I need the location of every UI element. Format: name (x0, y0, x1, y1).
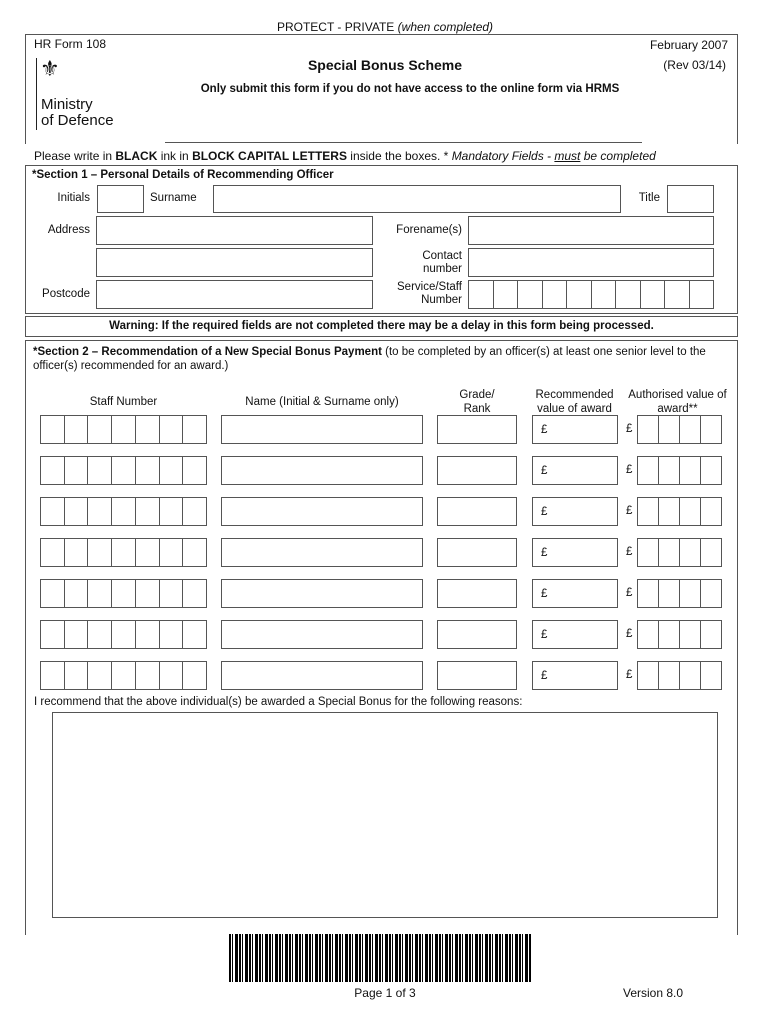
col-grade: Grade/ Rank (459, 389, 495, 415)
grade-field[interactable] (437, 456, 517, 485)
postcode-field[interactable] (96, 280, 373, 309)
version: Version 8.0 (623, 986, 684, 1000)
name-field[interactable] (221, 579, 423, 608)
currency-symbol: £ (626, 423, 633, 435)
name-field[interactable] (221, 456, 423, 485)
col-recommended: Recommended value of award (535, 389, 614, 415)
name-field[interactable] (221, 661, 423, 690)
currency-symbol: £ (541, 506, 548, 518)
authorised-value-field[interactable] (637, 497, 722, 526)
recommended-value-field[interactable] (532, 620, 618, 649)
currency-symbol: £ (626, 628, 633, 640)
address-field-2[interactable] (96, 248, 373, 277)
title-field[interactable] (667, 185, 714, 213)
authorised-value-field[interactable] (637, 415, 722, 444)
address-field-1[interactable] (96, 216, 373, 245)
warning-banner: Warning: If the required fields are not completed there may be a delay in this form being processed. (25, 316, 738, 337)
forenames-label: Forename(s) (396, 224, 462, 236)
initials-label: Initials (57, 192, 90, 204)
recommended-value-field[interactable] (532, 415, 618, 444)
staff-number-field[interactable] (40, 497, 207, 526)
forenames-field[interactable] (468, 216, 714, 245)
form-date: February 2007 (649, 38, 728, 52)
authorised-value-field[interactable] (637, 538, 722, 567)
authorised-value-field[interactable] (637, 579, 722, 608)
currency-symbol: £ (541, 424, 548, 436)
authorised-value-field[interactable] (637, 456, 722, 485)
contact-label: Contact number (422, 250, 462, 275)
barcode (229, 934, 532, 982)
authorised-value-field[interactable] (637, 661, 722, 690)
name-field[interactable] (221, 415, 423, 444)
form-subtitle: Only submit this form if you do not have access to the online form via HRMS (200, 83, 620, 95)
grade-field[interactable] (437, 661, 517, 690)
surname-label: Surname (150, 192, 197, 204)
staff-number-field[interactable] (40, 661, 207, 690)
name-field[interactable] (221, 620, 423, 649)
staff-number-field[interactable] (40, 579, 207, 608)
section1-title: *Section 1 – Personal Details of Recommending Officer (32, 169, 334, 181)
protect-marking: PROTECT - PRIVATE (when completed) (276, 20, 494, 34)
authorised-value-field[interactable] (637, 620, 722, 649)
currency-symbol: £ (541, 547, 548, 559)
currency-symbol: £ (626, 546, 633, 558)
reasons-label: I recommend that the above individual(s) be awarded a Special Bonus for the following reasons: (34, 696, 523, 708)
recommended-value-field[interactable] (532, 661, 618, 690)
grade-field[interactable] (437, 415, 517, 444)
grade-field[interactable] (437, 538, 517, 567)
crest-icon: ⚜ (40, 56, 60, 81)
surname-field[interactable] (213, 185, 621, 213)
staff-number-field[interactable] (40, 456, 207, 485)
staff-number-field[interactable] (40, 620, 207, 649)
title-label: Title (638, 192, 660, 204)
currency-symbol: £ (541, 465, 548, 477)
col-name: Name (Initial & Surname only) (245, 396, 399, 408)
recommended-value-field[interactable] (532, 497, 618, 526)
currency-symbol: £ (626, 505, 633, 517)
staff-number-field[interactable] (40, 538, 207, 567)
recommended-value-field[interactable] (532, 456, 618, 485)
instructions: Please write in BLACK ink in BLOCK CAPITAL LETTERS inside the boxes. * Mandatory Fields - must be completed (34, 149, 656, 163)
reasons-field[interactable] (52, 712, 718, 918)
divider (165, 142, 642, 143)
recommended-value-field[interactable] (532, 579, 618, 608)
currency-symbol: £ (626, 587, 633, 599)
col-staff-number: Staff Number (89, 396, 158, 408)
col-authorised: Authorised value of award** (628, 389, 727, 415)
form-revision: (Rev 03/14) (663, 58, 726, 72)
currency-symbol: £ (541, 588, 548, 600)
grade-field[interactable] (437, 497, 517, 526)
name-field[interactable] (221, 497, 423, 526)
staff-number-field[interactable] (40, 415, 207, 444)
currency-symbol: £ (541, 629, 548, 641)
form-id: HR Form 108 (34, 37, 107, 51)
name-field[interactable] (221, 538, 423, 567)
currency-symbol: £ (541, 670, 548, 682)
grade-field[interactable] (437, 620, 517, 649)
address-label: Address (47, 224, 90, 236)
section2-title: *Section 2 – Recommendation of a New Special Bonus Payment (to be completed by an officer(s) at least one senior level to the officer(s) recommended for an award.) (33, 346, 706, 372)
page-number: Page 1 of 3 (354, 986, 416, 1000)
mod-logo-text: Ministry of Defence (41, 96, 114, 129)
recommended-value-field[interactable] (532, 538, 618, 567)
initials-field[interactable] (97, 185, 144, 213)
currency-symbol: £ (626, 669, 633, 681)
grade-field[interactable] (437, 579, 517, 608)
form-title: Special Bonus Scheme (307, 57, 463, 73)
postcode-label: Postcode (42, 288, 90, 300)
service-number-label: Service/Staff Number (397, 281, 462, 306)
service-number-field[interactable] (468, 280, 714, 309)
contact-field[interactable] (468, 248, 714, 277)
currency-symbol: £ (626, 464, 633, 476)
